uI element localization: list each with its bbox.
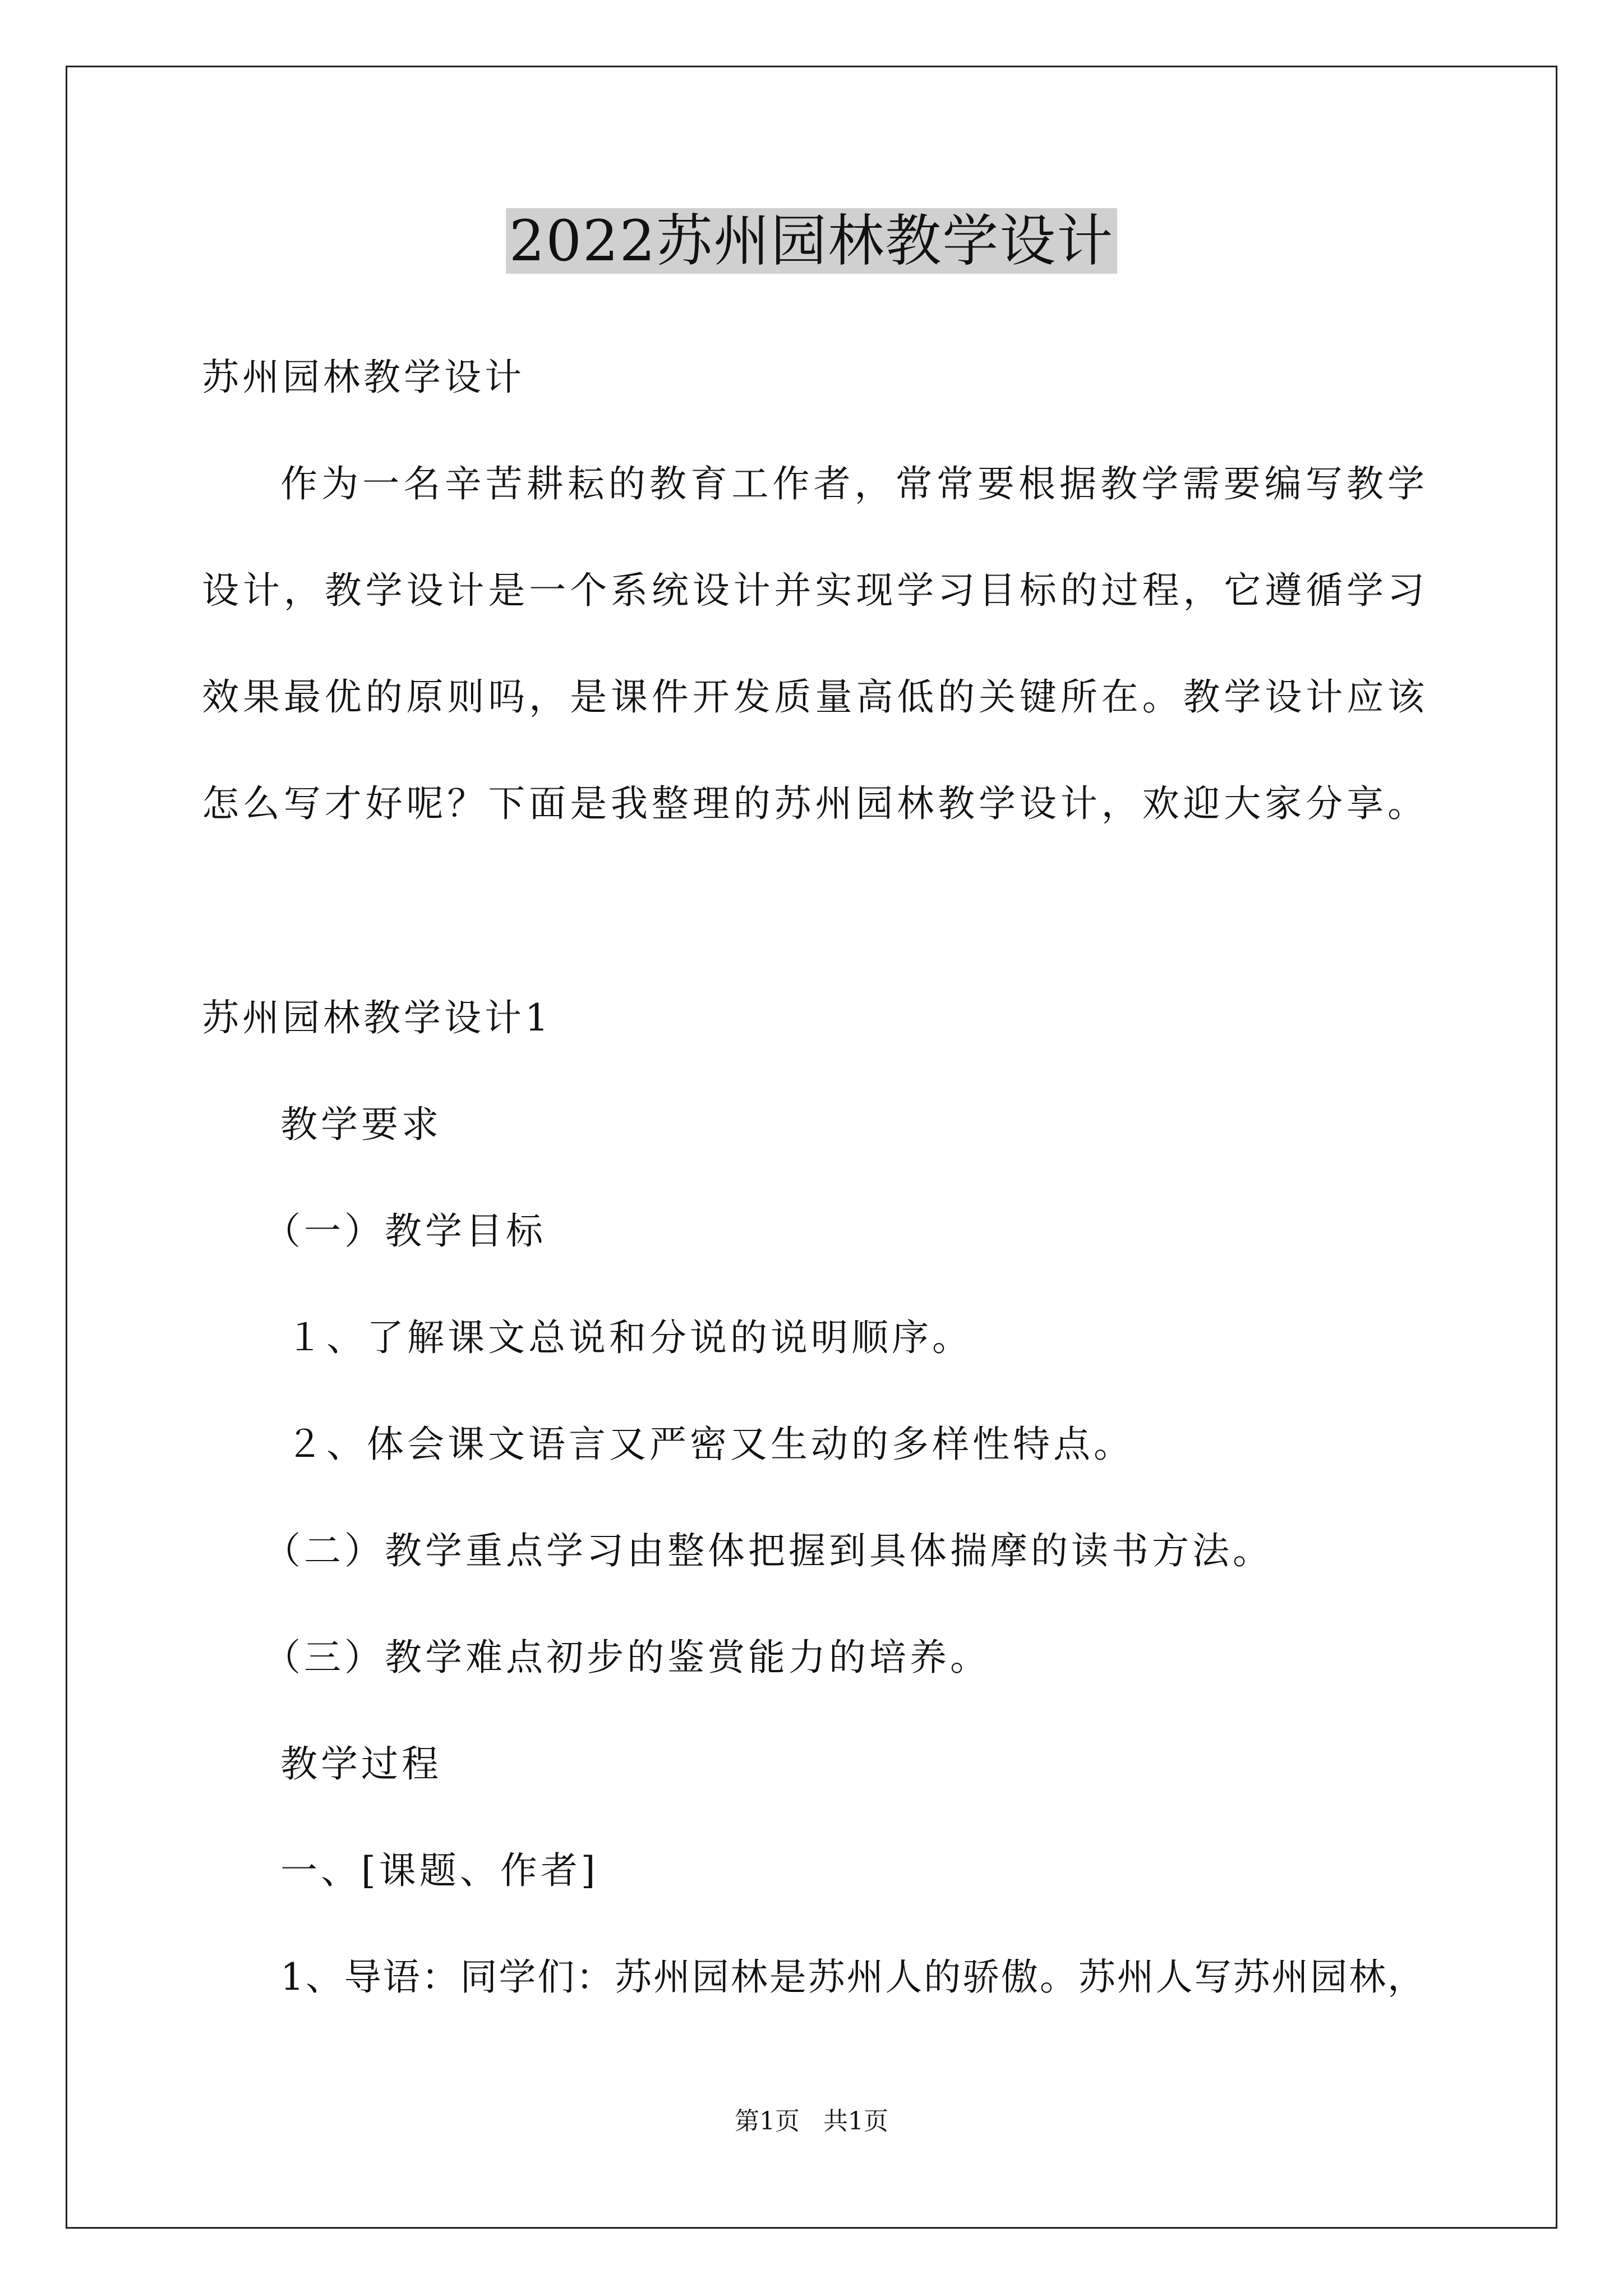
body-line-teaching-goals: （一）教学目标 — [264, 1209, 546, 1253]
intro-line-2: 设计，教学设计是一个系统设计并实现学习目标的过程，它遵循学习 — [202, 569, 1424, 612]
page-footer: 第1页 共1页 — [735, 2107, 888, 2136]
body-line-intro-speech: 1、导语：同学们：苏州园林是苏州人的骄傲。苏州人写苏州园林， — [280, 1955, 1424, 1999]
intro-line-1: 作为一名辛苦耕耘的教育工作者，常常要根据教学需要编写教学 — [280, 462, 1424, 505]
section-heading-1: 苏州园林教学设计1 — [202, 996, 552, 1039]
intro-line-4: 怎么写才好呢？下面是我整理的苏州园林教学设计，欢迎大家分享。 — [202, 782, 1424, 825]
body-line-teaching-difficulty: （三）教学难点初步的鉴赏能力的培养。 — [264, 1636, 990, 1679]
body-line-topic-author: 一、[课题、作者] — [280, 1849, 599, 1892]
body-line-teaching-process: 教学过程 — [280, 1742, 442, 1786]
document-title-text: 2022苏州园林教学设计 — [506, 208, 1118, 274]
subtitle-line: 苏州园林教学设计 — [202, 356, 525, 399]
document-title — [0, 202, 1623, 280]
body-line-goal-2: ２、体会课文语言又严密又生动的多样性特点。 — [286, 1423, 1134, 1466]
intro-line-3: 效果最优的原则吗，是课件开发质量高低的关键所在。教学设计应该 — [202, 675, 1424, 719]
body-line-teaching-requirements: 教学要求 — [280, 1103, 442, 1146]
body-line-teaching-focus: （二）教学重点学习由整体把握到具体揣摩的读书方法。 — [264, 1529, 1273, 1572]
body-line-goal-1: １、了解课文总说和分说的说明顺序。 — [286, 1316, 972, 1359]
